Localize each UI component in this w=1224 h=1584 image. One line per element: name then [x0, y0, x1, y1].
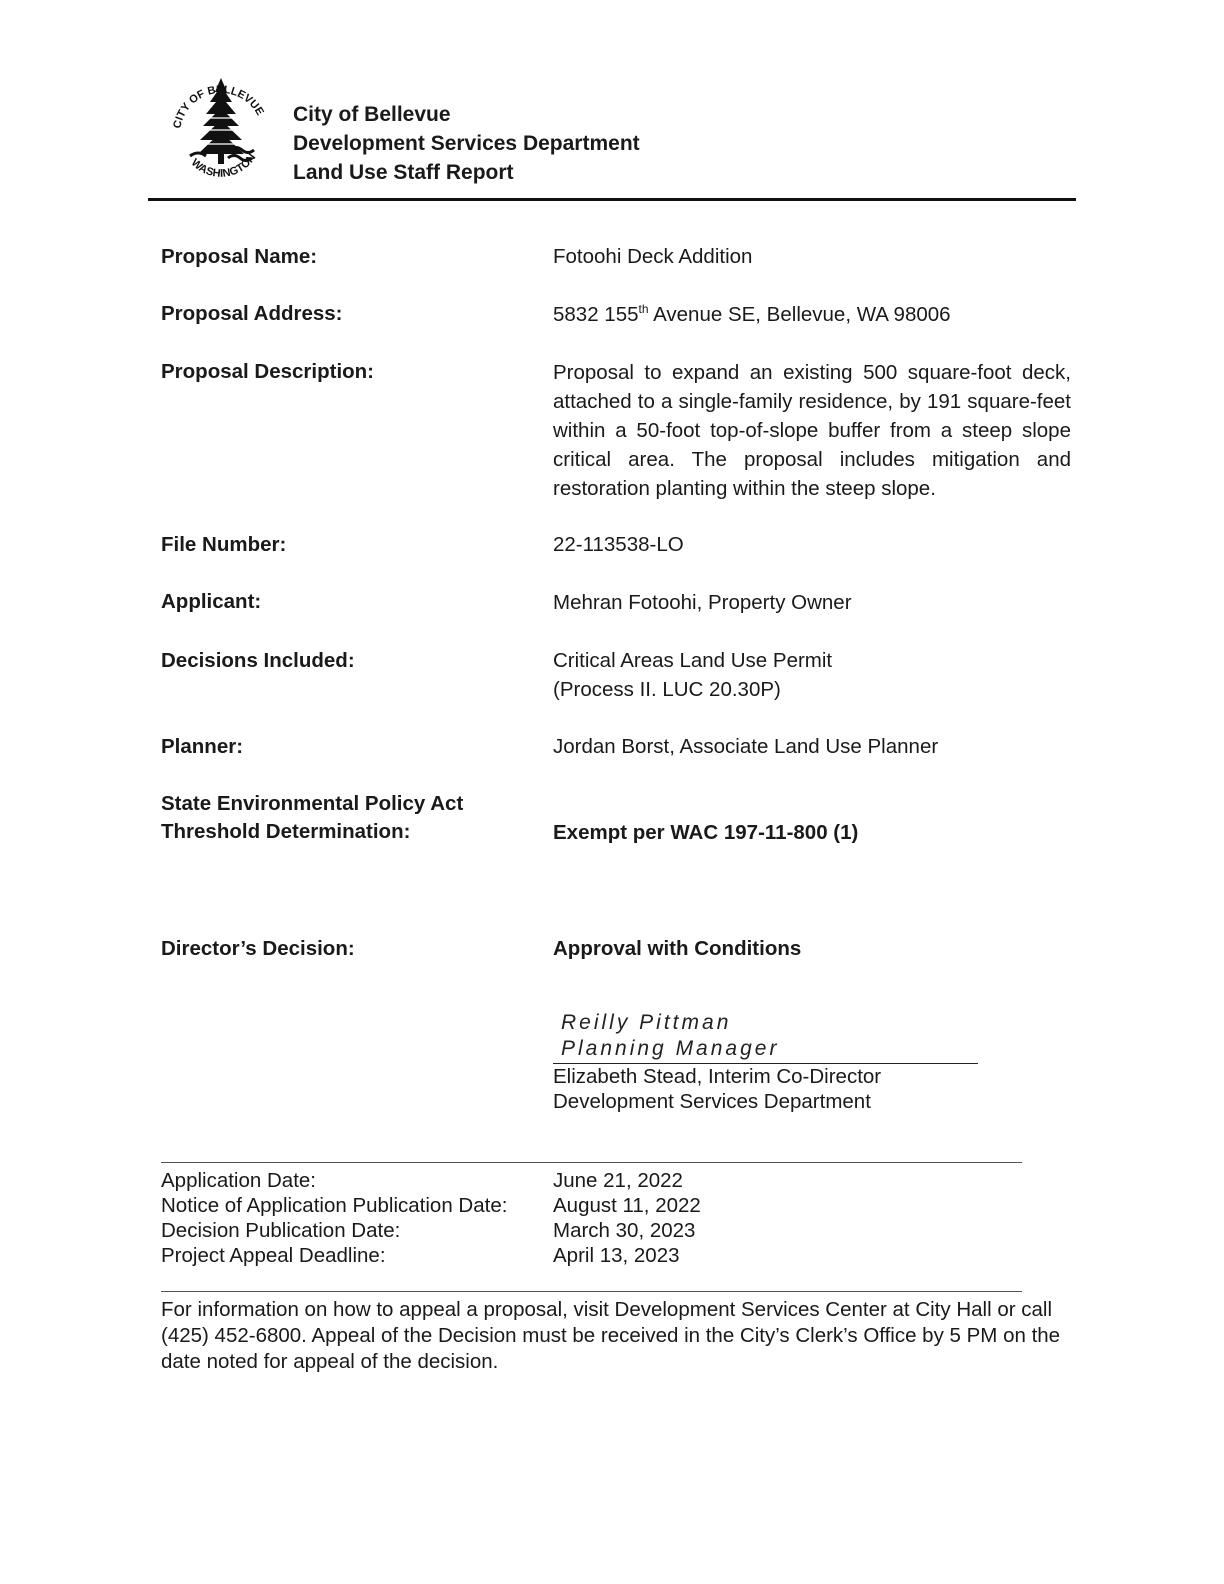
- address-rest: Avenue SE, Bellevue, WA 98006: [648, 303, 951, 326]
- date-row: [161, 1193, 701, 1218]
- signature-title: Planning Manager: [561, 1037, 780, 1060]
- signer-department: Development Services Department: [553, 1090, 871, 1113]
- date-label: Decision Publication Date:: [161, 1219, 401, 1242]
- decisions-included-value: [553, 646, 1071, 704]
- date-value: March 30, 2023: [553, 1219, 696, 1242]
- directors-decision-label: Director’s Decision:: [161, 937, 355, 960]
- signer-block: [553, 1064, 881, 1114]
- date-row: [161, 1218, 701, 1243]
- date-row: [161, 1243, 701, 1268]
- dates-top-divider: [161, 1162, 1022, 1163]
- city-seal-logo: [168, 72, 274, 194]
- appeal-information: For information on how to appeal a proposal, visit Development Services Center at City Hall or call (425) 452-6800. Appeal of the Decision must be received in the City’s Clerk’s Office by 5 PM on the date noted for appeal of the decision.: [161, 1298, 1061, 1373]
- planner-value: Jordan Borst, Associate Land Use Planner: [553, 735, 939, 758]
- address-number: 5832 155: [553, 303, 639, 326]
- report-title: Land Use Staff Report: [293, 161, 514, 184]
- applicant-label: Applicant:: [161, 590, 262, 613]
- dates-table: [161, 1168, 701, 1268]
- sepa-label: [161, 790, 463, 846]
- proposal-description-label: Proposal Description:: [161, 360, 375, 383]
- sepa-determination-value: Exempt per WAC 197-11-800 (1): [553, 821, 859, 844]
- decision-permit-type: Critical Areas Land Use Permit: [553, 649, 833, 672]
- sepa-label-line-1: State Environmental Policy Act: [161, 792, 464, 815]
- planner-label: Planner:: [161, 735, 244, 758]
- date-label: Notice of Application Publication Date:: [161, 1194, 508, 1217]
- date-value: August 11, 2022: [553, 1194, 701, 1217]
- svg-text:WASHINGTON: WASHINGTON: [188, 151, 259, 180]
- proposal-name-value: Fotoohi Deck Addition: [553, 245, 753, 268]
- file-number-value: 22-113538-LO: [553, 533, 684, 556]
- sepa-label-line-2: Threshold Determination:: [161, 820, 411, 843]
- report-header: [293, 100, 640, 187]
- proposal-address-label: Proposal Address:: [161, 302, 343, 325]
- dates-bottom-divider: [161, 1291, 1022, 1292]
- date-label: Application Date:: [161, 1169, 316, 1192]
- proposal-description-value: Proposal to expand an existing 500 square-foot deck, attached to a single-family residence, by 191 square-feet within a 50-foot top-of-slope buffer from a steep slope critical area. The proposal includes mitigation and restoration planting within the steep slope.: [553, 361, 1071, 500]
- decision-process: (Process II. LUC 20.30P): [553, 678, 781, 701]
- signer-name: Elizabeth Stead, Interim Co-Director: [553, 1065, 882, 1088]
- date-value: June 21, 2022: [553, 1169, 683, 1192]
- department-name: Development Services Department: [293, 132, 640, 155]
- date-row: [161, 1168, 701, 1193]
- signature: [561, 1010, 779, 1062]
- file-number-label: File Number:: [161, 533, 287, 556]
- header-divider: [148, 198, 1076, 201]
- address-ordinal: th: [638, 302, 649, 317]
- decisions-included-label: Decisions Included:: [161, 649, 355, 672]
- svg-text:CITY OF BELLEVUE: CITY OF BELLEVUE: [171, 83, 266, 130]
- applicant-value: Mehran Fotoohi, Property Owner: [553, 591, 852, 614]
- proposal-name-label: Proposal Name:: [161, 245, 318, 268]
- date-label: Project Appeal Deadline:: [161, 1244, 386, 1267]
- city-name: City of Bellevue: [293, 103, 451, 126]
- date-value: April 13, 2023: [553, 1244, 680, 1267]
- proposal-address-value: [553, 300, 1071, 329]
- directors-decision-value: Approval with Conditions: [553, 937, 802, 960]
- signature-name: Reilly Pittman: [561, 1011, 732, 1034]
